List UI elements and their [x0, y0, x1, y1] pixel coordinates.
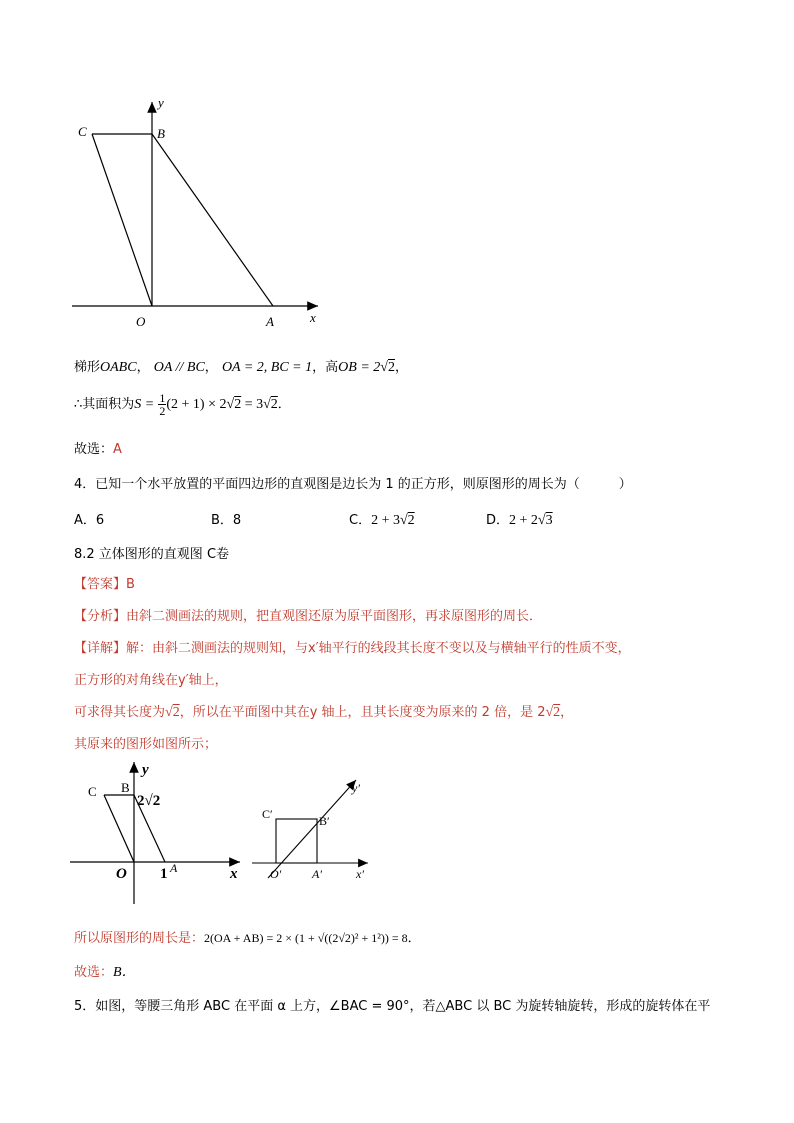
sol3-line2: ∴其面积为S = $\frac{1}{2}$ (2 + 1) × 2√2 = 3√2． — [74, 391, 291, 418]
int-label-yp: y′ — [352, 781, 360, 795]
q4-analysis-text: 由斜二测画法的规则，把直观图还原为原平面图形，再求原图形的周长． — [126, 609, 543, 624]
label-y: y — [158, 95, 164, 110]
sol3-answer — [74, 438, 122, 457]
sol3-line2-prefix: ∴其面积为 — [74, 397, 135, 412]
q4-answer — [74, 573, 135, 592]
orig-CO — [104, 795, 134, 862]
sol3-height-rad: 2 — [387, 360, 395, 375]
q4-option-a: A．6 — [74, 513, 105, 528]
q4-answer2-value: B． — [113, 965, 136, 980]
q4-detail — [74, 637, 631, 656]
q4-perimeter-expr: 2(OA + AB) = 2 × (1 + √((2√2)² + 1²)) = 8 — [204, 931, 408, 945]
q4-perimeter: 所以原图形的周长是：2(OA + AB) = 2 × (1 + √((2√2)² + 1²)) = 8． — [74, 931, 421, 946]
sol3-line1: 梯形OABC， OA // BC， OA = 2, BC = 1，高OB = 2√2， — [74, 360, 408, 375]
int-label-Cp: C′ — [262, 807, 273, 821]
q4-detail-line2: 正方形的对角线在y′轴上， — [74, 673, 228, 688]
orig-label-C: C — [88, 784, 97, 799]
label-C: C — [78, 124, 87, 139]
q4-option-c: C．2 + 3√2 — [349, 513, 415, 528]
int-label-Bp: B′ — [319, 814, 330, 828]
orig-label-1: 1 — [160, 866, 168, 882]
q4-detail-text: 解：由斜二测画法的规则知，与x′轴平行的线段其长度不变以及与横轴平行的性质不变， — [126, 641, 631, 656]
sol3-oabc: OABC — [100, 360, 137, 375]
q4-option-a-text: 6 — [95, 513, 105, 528]
int-square — [276, 819, 317, 863]
int-label-xp: x′ — [356, 867, 364, 881]
q4-option-b-text: 8 — [232, 513, 242, 528]
label-x: x — [310, 310, 316, 325]
q4-detail-tag: 【详解】 — [74, 641, 127, 656]
label-A: A — [266, 314, 274, 329]
orig-label-y: y — [142, 762, 149, 778]
int-label-Op: O′ — [270, 867, 282, 881]
sol3-parallel: OA // BC — [153, 360, 205, 375]
orig-label-A: A — [170, 861, 178, 875]
sol3-rad-b: 2 — [270, 397, 278, 412]
sol3-height-label: 高 — [325, 360, 339, 375]
sol3-prefix: 梯形 — [74, 360, 101, 375]
q4-option-b: B．8 — [211, 513, 242, 528]
q4-detail-line3: 可求得其长度为√2，所以在平面图中其在y 轴上，且其长度变为原来的 2 倍，是 2√2， — [74, 705, 574, 720]
sol3-line1-end: ， — [394, 360, 408, 375]
sol3-line2-end: ． — [277, 397, 291, 412]
q4-source: 8.2 立体图形的直观图 C卷 — [74, 547, 230, 562]
q4-answer-tag: 【答案】 — [74, 577, 127, 592]
q5-stem: 5．如图，等腰三角形 ABC 在平面 α 上方，∠BAC = 90°，若△ABC 以 BC 为旋转轴旋转，形成的旋转体在平 — [74, 999, 711, 1014]
q4-answer2: 故选：B． — [74, 965, 136, 980]
q4-stem: 4．已知一个水平放置的平面四边形的直观图是边长为 1 的正方形，则原图形的周长为（ ） — [74, 477, 632, 492]
sol3-expr-b: = 3 — [241, 397, 264, 412]
sol3-S: S = — [134, 397, 155, 412]
q4-analysis-tag: 【分析】 — [74, 609, 127, 624]
orig-label-x: x — [230, 866, 238, 882]
sol3-answer-label: 故选： — [74, 442, 114, 457]
q4-option-d: D．2 + 2√3 — [486, 513, 553, 528]
trapezoid-figure — [60, 90, 340, 340]
q4-detail-line4: 其原来的图形如图所示； — [74, 737, 218, 752]
sol3-height-expr: OB = 2 — [338, 360, 381, 375]
q4-analysis — [74, 605, 542, 624]
sol3-answer-value: A — [113, 442, 122, 457]
intuitive-figure — [244, 772, 384, 884]
orig-label-length: 2√2 — [137, 793, 161, 809]
segment-BA — [152, 134, 273, 306]
segment-CO — [92, 134, 152, 306]
label-B: B — [157, 126, 165, 141]
int-label-Ap: A′ — [312, 867, 322, 881]
q4-option-d-text: 2 + 2 — [509, 513, 538, 528]
sol3-rad-a: 2 — [234, 397, 242, 412]
orig-label-O: O — [116, 866, 127, 882]
sol3-expr-a: (2 + 1) × 2 — [166, 397, 227, 412]
sol3-values: OA = 2, BC = 1 — [221, 360, 313, 375]
q4-option-c-text: 2 + 3 — [371, 513, 400, 528]
q4-answer-value: B — [126, 577, 135, 592]
orig-label-B: B — [121, 780, 130, 795]
label-O: O — [136, 314, 146, 329]
sol3-fraction: $\frac{1}{2}$ — [159, 391, 166, 418]
original-figure — [64, 758, 254, 908]
